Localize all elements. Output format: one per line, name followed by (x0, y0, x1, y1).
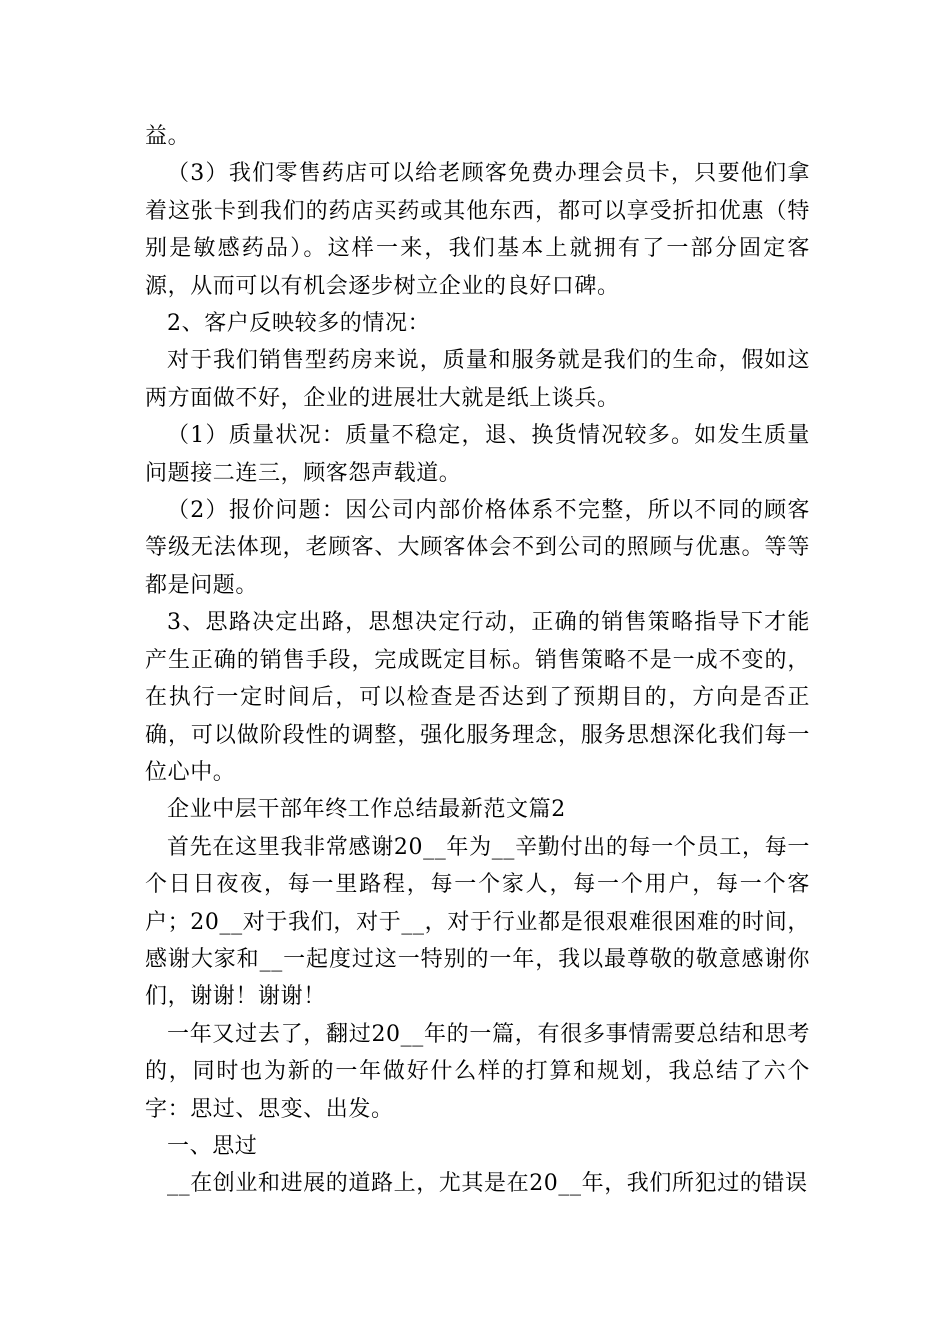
paragraph-9: 首先在这里我非常感谢20__年为__辛勤付出的每一个员工，每一个日日夜夜，每一里路程，每一个家人，每一个用户，每一个客户；20__对于我们，对于__，对于行业都是很艰难很困难的时间，感谢大家和__一起度过这一特别的一年，我以最尊敬的敬意感谢你们，谢谢！谢谢！ (145, 834, 810, 1010)
paragraph-1: 益。 (145, 124, 191, 149)
paragraph-3: 2、客户反映较多的情况： (167, 311, 431, 337)
paragraph-10: 一年又过去了，翻过20__年的一篇，有很多事情需要总结和思考的，同时也为新的一年做好什么样的打算和规划，我总结了六个字：思过、思变、出发。 (145, 1021, 810, 1122)
paragraph-12: __在创业和进展的道路上，尤其是在20__年，我们所犯过的错误 (167, 1171, 808, 1197)
document-page (145, 118, 810, 1203)
paragraph-7: 3、思路决定出路，思想决定行动，正确的销售策略指导下才能产生正确的销售手段，完成既定目标。销售策略不是一成不变的，在执行一定时间后，可以检查是否达到了预期目的，方向是否正确，可以做阶段性的调整，强化服务理念，服务思想深化我们每一位心中。 (145, 610, 810, 785)
paragraph-4: 对于我们销售型药房来说，质量和服务就是我们的生命，假如这两方面做不好，企业的进展壮大就是纸上谈兵。 (145, 348, 810, 411)
paragraph-2: （3）我们零售药店可以给老顾客免费办理会员卡，只要他们拿着这张卡到我们的药店买药或其他东西，都可以享受折扣优惠（特别是敏感药品）。这样一来，我们基本上就拥有了一部分固定客源，从而可以有机会逐步树立企业的良好口碑。 (145, 161, 810, 299)
paragraph-6: （2）报价问题：因公司内部价格体系不完整，所以不同的顾客等级无法体现，老顾客、大顾客体会不到公司的照顾与优惠。等等都是问题。 (145, 498, 810, 598)
paragraph-5: （1）质量状况：质量不稳定，退、换货情况较多。如发生质量问题接二连三，顾客怨声载道。 (145, 423, 810, 486)
subsection-title: 一、思过 (167, 1133, 258, 1159)
section-title: 企业中层干部年终工作总结最新范文篇2 (167, 797, 566, 823)
